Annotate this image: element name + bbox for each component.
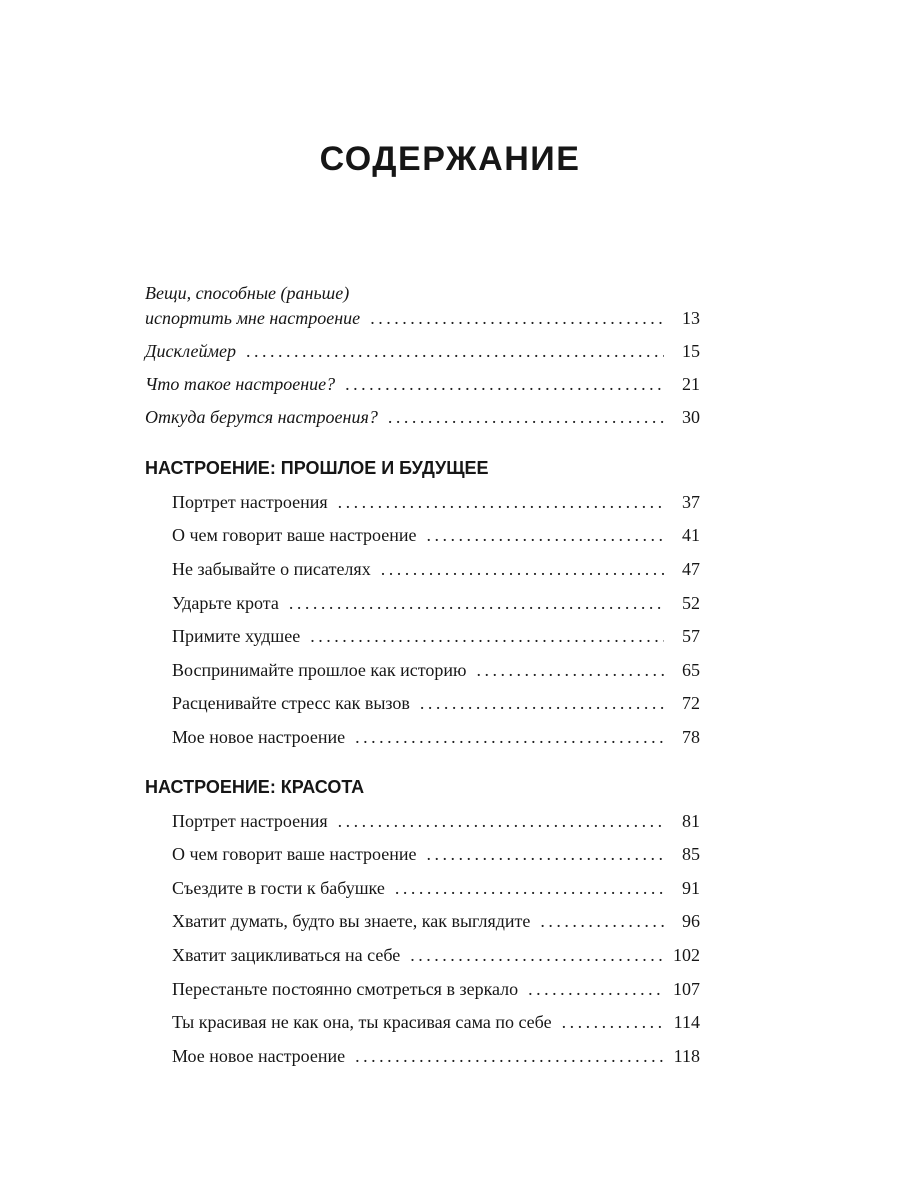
dot-leader <box>310 623 664 649</box>
toc-entry[interactable] <box>172 623 700 649</box>
toc-entry-page: 96 <box>682 911 700 931</box>
toc-entry-page: 114 <box>673 1012 700 1032</box>
toc-entry-label: Откуда берутся настроения? <box>145 407 378 427</box>
toc-entry-label: Хватит думать, будто вы знаете, как выглядите <box>172 911 531 931</box>
toc-entry-label: Дисклеймер <box>145 341 236 361</box>
toc-entry-label: Съездите в гости к бабушке <box>172 878 385 898</box>
dot-leader <box>345 371 664 397</box>
toc-entry-label: Мое новое настроение <box>172 1046 346 1066</box>
toc-entry-label: испортить мне настроение <box>145 308 361 328</box>
toc-entry-page: 41 <box>682 525 700 545</box>
toc-entry-label: Примите худшее <box>172 626 301 646</box>
toc-entry-label: Хватит зацикливаться на себе <box>172 945 401 965</box>
toc-entry-label: Мое новое настроение <box>172 727 346 747</box>
toc-entry[interactable] <box>172 657 700 683</box>
toc-entry-page: 37 <box>682 492 700 512</box>
toc-entry-page: 72 <box>682 693 700 713</box>
toc-entry-page: 15 <box>682 341 700 361</box>
toc-entry-label: Ударьте крота <box>172 593 279 613</box>
dot-leader <box>355 1043 664 1069</box>
toc-entry[interactable] <box>172 1043 700 1069</box>
toc-entry-label: Воспринимайте прошлое как историю <box>172 660 467 680</box>
toc-entry[interactable] <box>172 908 700 934</box>
toc-entry-page: 78 <box>682 727 700 747</box>
toc-entry-page: 65 <box>682 660 700 680</box>
toc-entry-page: 47 <box>682 559 700 579</box>
page-title: СОДЕРЖАНИЕ <box>319 140 581 178</box>
dot-leader <box>355 724 664 750</box>
dot-leader <box>410 942 664 968</box>
toc-entry[interactable] <box>172 489 700 515</box>
toc-entry-label: Портрет настроения <box>172 492 328 512</box>
toc-entry-page: 102 <box>673 945 700 965</box>
toc-entry-page: 85 <box>682 844 700 864</box>
toc-entry[interactable] <box>172 942 700 968</box>
dot-leader <box>540 908 664 934</box>
dot-leader <box>370 305 664 331</box>
dot-leader <box>427 522 664 548</box>
dot-leader <box>562 1009 664 1035</box>
toc-entry[interactable] <box>172 724 700 750</box>
toc-entry-page: 13 <box>682 308 700 328</box>
toc-entry-page: 30 <box>682 407 700 427</box>
toc-entry-label: Расценивайте стресс как вызов <box>172 693 410 713</box>
toc-entry-page: 91 <box>682 878 700 898</box>
dot-leader <box>289 590 664 616</box>
dot-leader <box>381 556 664 582</box>
toc-entry[interactable] <box>172 690 700 716</box>
toc-entry[interactable] <box>172 976 700 1002</box>
toc-entry[interactable] <box>145 338 700 364</box>
toc-entry-page: 21 <box>682 374 700 394</box>
toc-entry-page: 57 <box>682 626 700 646</box>
toc-entry-1-label-line1: Вещи, способные (раньше) <box>145 283 350 303</box>
toc-entry[interactable] <box>172 522 700 548</box>
toc-entry[interactable] <box>172 590 700 616</box>
dot-leader <box>246 338 664 364</box>
toc-entry-label: О чем говорит ваше настроение <box>172 844 417 864</box>
toc-entry[interactable] <box>145 404 700 430</box>
toc-entry-label: Не забывайте о писателях <box>172 559 371 579</box>
toc-entry-page: 118 <box>673 1046 700 1066</box>
toc-entry-label: Перестаньте постоянно смотреться в зеркало <box>172 979 519 999</box>
dot-leader <box>528 976 664 1002</box>
toc-entry[interactable] <box>172 875 700 901</box>
toc-entry[interactable] <box>145 305 700 331</box>
dot-leader <box>395 875 664 901</box>
dot-leader <box>420 690 664 716</box>
dot-leader <box>388 404 664 430</box>
toc-entry-label: Ты красивая не как она, ты красивая сама по себе <box>172 1012 552 1032</box>
toc-entry-label: Портрет настроения <box>172 811 328 831</box>
toc-entry[interactable] <box>172 808 700 834</box>
toc-entry-page: 52 <box>682 593 700 613</box>
dot-leader <box>338 489 664 515</box>
toc-entry-page: 81 <box>682 811 700 831</box>
section-heading: НАСТРОЕНИЕ: КРАСОТА <box>145 777 365 797</box>
toc-entry[interactable] <box>145 371 700 397</box>
toc-entry[interactable] <box>172 1009 700 1035</box>
dot-leader <box>427 841 664 867</box>
section-heading: НАСТРОЕНИЕ: ПРОШЛОЕ И БУДУЩЕЕ <box>145 458 489 478</box>
toc-entry-label: О чем говорит ваше настроение <box>172 525 417 545</box>
dot-leader <box>476 657 664 683</box>
toc-entry[interactable] <box>172 556 700 582</box>
toc-entry-page: 107 <box>673 979 700 999</box>
toc-entry-label: Что такое настроение? <box>145 374 336 394</box>
toc-entry[interactable] <box>172 841 700 867</box>
dot-leader <box>338 808 664 834</box>
